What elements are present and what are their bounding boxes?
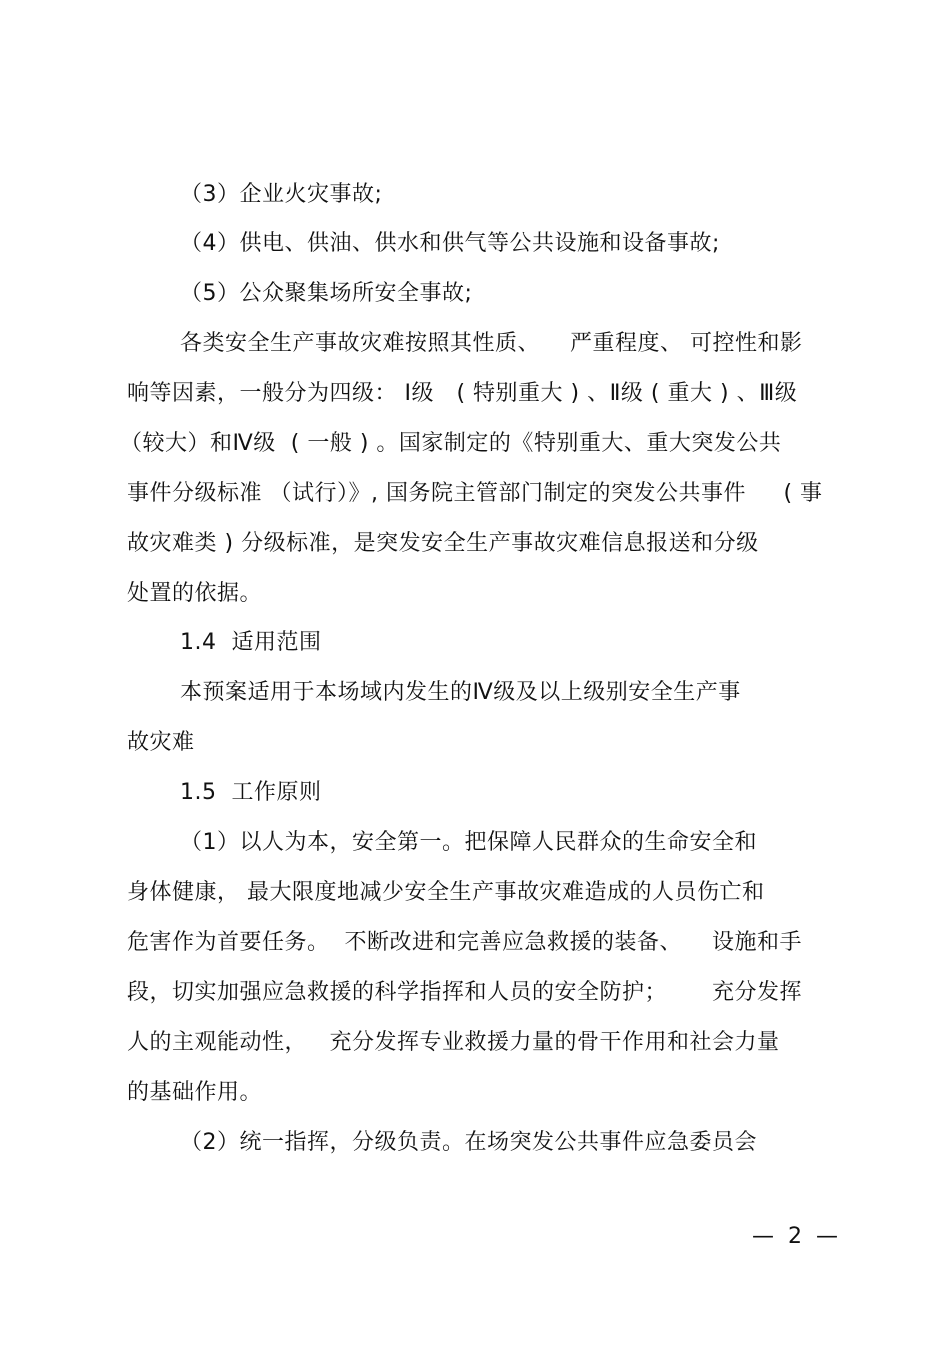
paragraph-scope-line-1: 本预案适用于本场域内发生的Ⅳ级及以上级别安全生产事: [180, 680, 741, 705]
paragraph-classification-line-4: 事件分级标准 （试行）》, 国务院主管部门制定的突发公共事件 ( 事: [127, 481, 823, 506]
principle-1-line-3: 危害作为首要任务。 不断改进和完善应急救援的装备、 设施和手: [127, 930, 802, 955]
paragraph-classification-line-5: 故灾难类 ) 分级标准，是突发安全生产事故灾难信息报送和分级: [127, 531, 759, 556]
paragraph-scope-line-2: 故灾难: [127, 730, 195, 755]
paragraph-classification-line-1: 各类安全生产事故灾难按照其性质、 严重程度、 可控性和影: [180, 331, 803, 356]
list-item-3: （3）企业火灾事故;: [180, 182, 383, 207]
paragraph-classification-line-6: 处置的依据。: [127, 581, 263, 606]
paragraph-classification-line-3: （较大）和Ⅳ级 ( 一般 ) 。国家制定的《特别重大、重大突发公共: [120, 431, 782, 456]
principle-2-line-1: （2）统一指挥，分级负责。在场突发公共事件应急委员会: [180, 1130, 757, 1155]
paragraph-classification-line-2: 响等因素，一般分为四级： Ⅰ级 ( 特别重大 ) 、Ⅱ级 ( 重大 ) 、Ⅲ级: [127, 381, 798, 406]
principle-1-line-5: 人的主观能动性， 充分发挥专业救援力量的骨干作用和社会力量: [127, 1030, 780, 1055]
principle-1-line-2: 身体健康， 最大限度地减少安全生产事故灾难造成的人员伤亡和: [127, 880, 765, 905]
section-heading-1-4: 1.4 适用范围: [180, 630, 322, 655]
page-number: — 2 —: [752, 1224, 838, 1249]
list-item-4: （4）供电、供油、供水和供气等公共设施和设备事故;: [180, 231, 720, 256]
list-item-5: （5）公众聚集场所安全事故;: [180, 281, 473, 306]
section-heading-1-5: 1.5 工作原则: [180, 780, 322, 805]
principle-1-line-4: 段，切实加强应急救援的科学指挥和人员的安全防护； 充分发挥: [127, 980, 802, 1005]
principle-1-line-1: （1）以人为本，安全第一。把保障人民群众的生命安全和: [180, 830, 757, 855]
principle-1-line-6: 的基础作用。: [127, 1080, 263, 1105]
